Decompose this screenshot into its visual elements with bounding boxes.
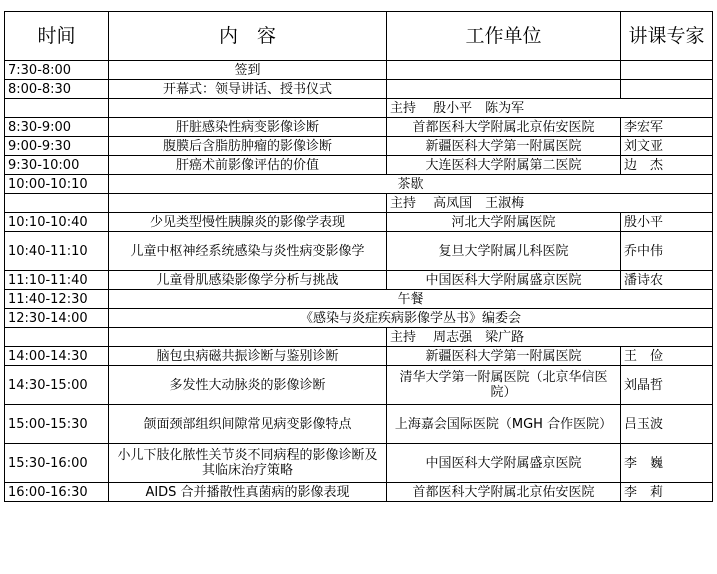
content-cell-empty bbox=[109, 99, 387, 118]
content-cell-empty bbox=[109, 328, 387, 347]
schedule-table bbox=[4, 11, 713, 502]
time-cell-empty bbox=[5, 99, 109, 118]
time-cell: 14:00-14:30 bbox=[5, 347, 109, 366]
speaker-cell: 边 杰 bbox=[621, 156, 713, 175]
chair-cell: 主持 周志强 梁广路 bbox=[387, 328, 713, 347]
table-row bbox=[5, 61, 713, 80]
org-cell: 河北大学附属医院 bbox=[387, 213, 621, 232]
content-cell: 儿童中枢神经系统感染与炎性病变影像学 bbox=[109, 232, 387, 271]
time-cell: 16:00-16:30 bbox=[5, 483, 109, 502]
break-row bbox=[5, 309, 713, 328]
table-row bbox=[5, 405, 713, 444]
table-row bbox=[5, 347, 713, 366]
content-cell: 签到 bbox=[109, 61, 387, 80]
table-row bbox=[5, 232, 713, 271]
table-row bbox=[5, 156, 713, 175]
table-row bbox=[5, 137, 713, 156]
time-cell: 9:00-9:30 bbox=[5, 137, 109, 156]
org-cell: 新疆医科大学第一附属医院 bbox=[387, 137, 621, 156]
org-cell: 中国医科大学附属盛京医院 bbox=[387, 271, 621, 290]
content-cell: AIDS 合并播散性真菌病的影像表现 bbox=[109, 483, 387, 502]
time-cell: 7:30-8:00 bbox=[5, 61, 109, 80]
speaker-cell: 乔中伟 bbox=[621, 232, 713, 271]
break-cell: 午餐 bbox=[109, 290, 713, 309]
time-cell: 9:30-10:00 bbox=[5, 156, 109, 175]
time-cell: 11:10-11:40 bbox=[5, 271, 109, 290]
org-cell: 中国医科大学附属盛京医院 bbox=[387, 444, 621, 483]
time-cell: 8:00-8:30 bbox=[5, 80, 109, 99]
header-content: 内 容 bbox=[109, 12, 387, 61]
speaker-cell: 王 俭 bbox=[621, 347, 713, 366]
time-cell: 10:00-10:10 bbox=[5, 175, 109, 194]
content-cell: 肝癌术前影像评估的价值 bbox=[109, 156, 387, 175]
content-cell: 颌面颈部组织间隙常见病变影像特点 bbox=[109, 405, 387, 444]
org-cell bbox=[387, 61, 621, 80]
content-cell: 多发性大动脉炎的影像诊断 bbox=[109, 366, 387, 405]
speaker-cell: 殷小平 bbox=[621, 213, 713, 232]
header-speaker: 讲课专家 bbox=[621, 12, 713, 61]
content-cell: 腹膜后含脂肪肿瘤的影像诊断 bbox=[109, 137, 387, 156]
break-cell: 茶歇 bbox=[109, 175, 713, 194]
content-cell: 少见类型慢性胰腺炎的影像学表现 bbox=[109, 213, 387, 232]
speaker-cell: 李宏军 bbox=[621, 118, 713, 137]
break-cell: 《感染与炎症疾病影像学丛书》编委会 bbox=[109, 309, 713, 328]
table-row bbox=[5, 483, 713, 502]
content-cell: 开幕式：领导讲话、授书仪式 bbox=[109, 80, 387, 99]
org-cell: 上海嘉会国际医院（MGH 合作医院） bbox=[387, 405, 621, 444]
header-org: 工作单位 bbox=[387, 12, 621, 61]
org-cell: 首都医科大学附属北京佑安医院 bbox=[387, 483, 621, 502]
speaker-cell: 李 巍 bbox=[621, 444, 713, 483]
time-cell-empty bbox=[5, 194, 109, 213]
chair-cell: 主持 殷小平 陈为军 bbox=[387, 99, 713, 118]
speaker-cell: 潘诗农 bbox=[621, 271, 713, 290]
speaker-cell: 吕玉波 bbox=[621, 405, 713, 444]
time-cell: 12:30-14:00 bbox=[5, 309, 109, 328]
content-cell: 肝脏感染性病变影像诊断 bbox=[109, 118, 387, 137]
org-cell: 新疆医科大学第一附属医院 bbox=[387, 347, 621, 366]
content-cell: 脑包虫病磁共振诊断与鉴别诊断 bbox=[109, 347, 387, 366]
header-row bbox=[5, 12, 713, 61]
time-cell-empty bbox=[5, 328, 109, 347]
time-cell: 8:30-9:00 bbox=[5, 118, 109, 137]
table-row bbox=[5, 118, 713, 137]
table-row bbox=[5, 366, 713, 405]
org-cell: 大连医科大学附属第二医院 bbox=[387, 156, 621, 175]
speaker-cell: 李 莉 bbox=[621, 483, 713, 502]
time-cell: 11:40-12:30 bbox=[5, 290, 109, 309]
content-cell: 小儿下肢化脓性关节炎不同病程的影像诊断及其临床治疗策略 bbox=[109, 444, 387, 483]
header-time: 时间 bbox=[5, 12, 109, 61]
org-cell: 首都医科大学附属北京佑安医院 bbox=[387, 118, 621, 137]
speaker-cell bbox=[621, 80, 713, 99]
table-row bbox=[5, 80, 713, 99]
content-cell: 儿童骨肌感染影像学分析与挑战 bbox=[109, 271, 387, 290]
time-cell: 15:00-15:30 bbox=[5, 405, 109, 444]
chair-cell: 主持 高凤国 王淑梅 bbox=[387, 194, 713, 213]
time-cell: 10:10-10:40 bbox=[5, 213, 109, 232]
time-cell: 10:40-11:10 bbox=[5, 232, 109, 271]
chair-row bbox=[5, 99, 713, 118]
time-cell: 14:30-15:00 bbox=[5, 366, 109, 405]
chair-row bbox=[5, 194, 713, 213]
speaker-cell bbox=[621, 61, 713, 80]
org-cell: 清华大学第一附属医院（北京华信医院） bbox=[387, 366, 621, 405]
org-cell bbox=[387, 80, 621, 99]
speaker-cell: 刘晶哲 bbox=[621, 366, 713, 405]
table-row bbox=[5, 213, 713, 232]
table-row bbox=[5, 271, 713, 290]
break-row bbox=[5, 175, 713, 194]
org-cell: 复旦大学附属儿科医院 bbox=[387, 232, 621, 271]
table-row bbox=[5, 444, 713, 483]
time-cell: 15:30-16:00 bbox=[5, 444, 109, 483]
break-row bbox=[5, 290, 713, 309]
chair-row bbox=[5, 328, 713, 347]
content-cell-empty bbox=[109, 194, 387, 213]
speaker-cell: 刘文亚 bbox=[621, 137, 713, 156]
